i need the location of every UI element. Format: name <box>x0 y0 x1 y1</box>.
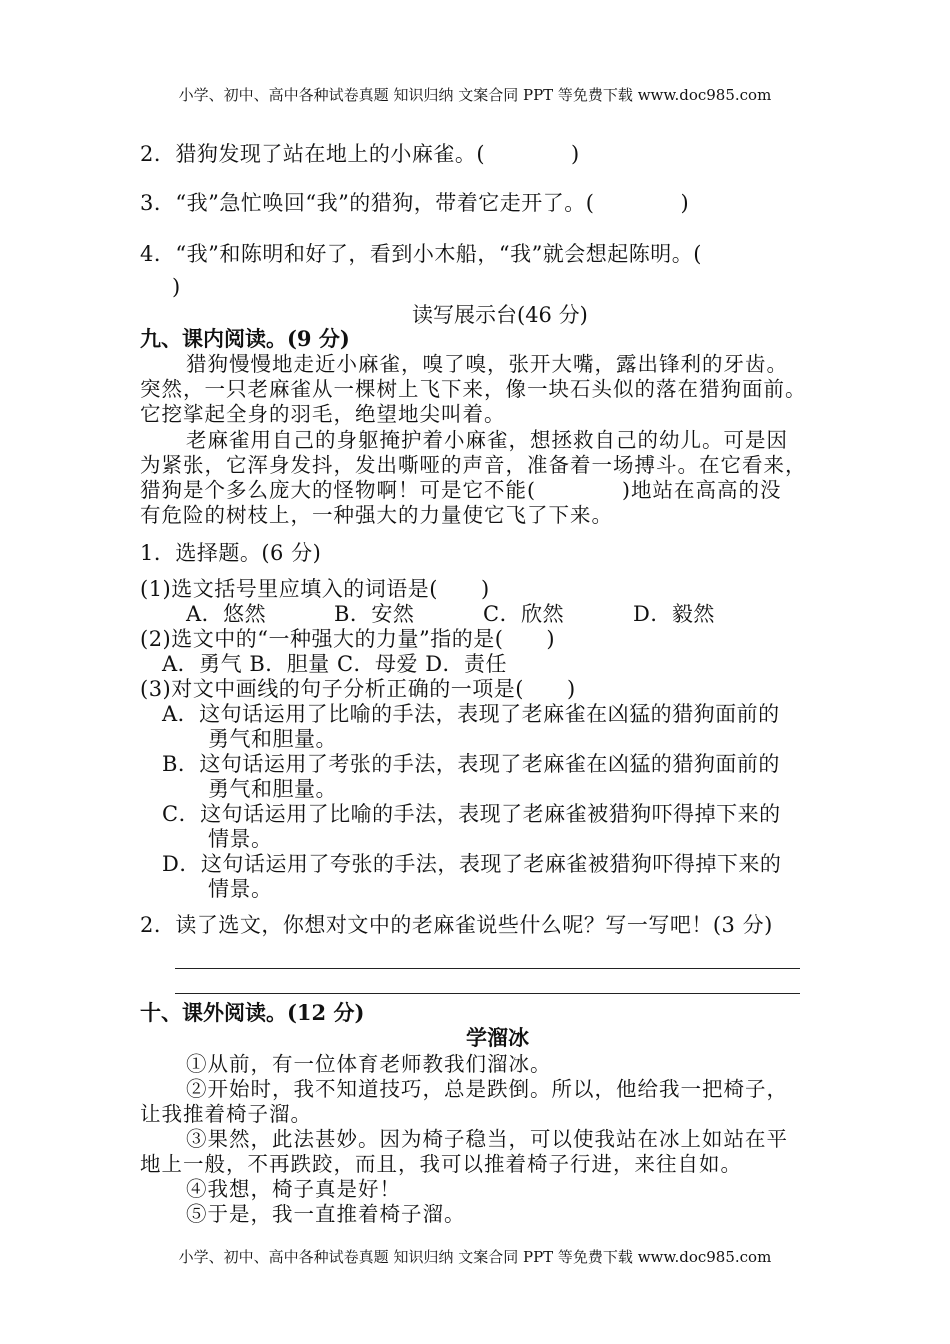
passage-line: ⑤于是，我一直推着椅子溜。 <box>186 1202 466 1226</box>
option-d-cont: 情景。 <box>208 877 273 901</box>
option-c-cont: 情景。 <box>208 827 273 851</box>
passage-line: 猎狗是个多么庞大的怪物啊！可是它不能( )地站在高高的没 <box>140 478 782 502</box>
judgment-item-4: 4．“我”和陈明和好了，看到小木船，“我”就会想起陈明。( <box>140 242 702 266</box>
option-c: C．欣然 <box>483 602 565 626</box>
judgment-item-4-bracket: ) <box>172 275 181 299</box>
judgment-item-3: 3．“我”急忙唤回“我”的猎狗，带着它走开了。( ) <box>140 191 690 215</box>
passage-line: 突然，一只老麻雀从一棵树上飞下来，像一块石头似的落在猎狗面前。 <box>140 377 807 401</box>
section9-heading: 九、课内阅读。(9 分) <box>140 326 350 351</box>
question-1: 1．选择题。(6 分) <box>140 541 322 565</box>
question-1-2: (2)选文中的“一种强大的力量”指的是( ) <box>140 627 556 651</box>
option-a: A．这句话运用了比喻的手法，表现了老麻雀在凶猛的猎狗面前的 <box>162 702 780 726</box>
section10-heading: 十、课外阅读。(12 分) <box>140 1000 365 1025</box>
answer-line[interactable] <box>175 968 800 969</box>
option-d: D．毅然 <box>633 602 715 626</box>
passage-line: ③果然，此法甚妙。因为椅子稳当，可以使我站在冰上如站在平 <box>186 1127 788 1151</box>
passage-line: 它挖挲起全身的羽毛，绝望地尖叫着。 <box>140 402 506 426</box>
option-d: D．这句话运用了夸张的手法，表现了老麻雀被猎狗吓得掉下来的 <box>162 852 782 876</box>
passage-line: 为紧张，它浑身发抖，发出嘶哑的声音，准备着一场搏斗。在它看来， <box>140 453 807 477</box>
option-b: B．这句话运用了考张的手法，表现了老麻雀在凶猛的猎狗面前的 <box>162 752 780 776</box>
passage-line: ②开始时，我不知道技巧，总是跌倒。所以，他给我一把椅子， <box>186 1077 788 1101</box>
passage-line: 让我推着椅子溜。 <box>140 1102 312 1126</box>
option-c: C．这句话运用了比喻的手法，表现了老麻雀被猎狗吓得掉下来的 <box>162 802 781 826</box>
question-1-1: (1)选文括号里应填入的词语是( ) <box>140 577 490 601</box>
question-1-3: (3)对文中画线的句子分析正确的一项是( ) <box>140 677 576 701</box>
passage-title: 学溜冰 <box>466 1025 529 1050</box>
passage-line: ①从前，有一位体育老师教我们溜冰。 <box>186 1052 552 1076</box>
option-b: B．安然 <box>334 602 415 626</box>
judgment-item-2: 2．猎狗发现了站在地上的小麻雀。( ) <box>140 142 580 166</box>
page-footer: 小学、初中、高中各种试卷真题 知识归纳 文案合同 PPT 等免费下载 www.doc985.com <box>178 1248 772 1266</box>
section-title: 读写展示台(46 分) <box>412 303 588 327</box>
answer-line[interactable] <box>175 993 800 994</box>
passage-line: 有危险的树枝上，一种强大的力量使它飞了下来。 <box>140 503 613 527</box>
option-a-cont: 勇气和胆量。 <box>208 727 337 751</box>
question-2: 2．读了选文，你想对文中的老麻雀说些什么呢？写一写吧！(3 分) <box>140 913 773 937</box>
option-b-cont: 勇气和胆量。 <box>208 777 337 801</box>
passage-line: 猎狗慢慢地走近小麻雀，嗅了嗅，张开大嘴，露出锋利的牙齿。 <box>186 352 788 376</box>
passage-line: ④我想，椅子真是好！ <box>186 1177 401 1201</box>
passage-line: 地上一般，不再跌跤，而且，我可以推着椅子行进，来往自如。 <box>140 1152 742 1176</box>
question-1-2-options: A．勇气 B．胆量 C．母爱 D．责任 <box>162 652 508 676</box>
passage-line: 老麻雀用自己的身躯掩护着小麻雀，想拯救自己的幼儿。可是因 <box>186 428 788 452</box>
page-header: 小学、初中、高中各种试卷真题 知识归纳 文案合同 PPT 等免费下载 www.doc985.com <box>178 86 772 104</box>
option-a: A．悠然 <box>186 602 267 626</box>
